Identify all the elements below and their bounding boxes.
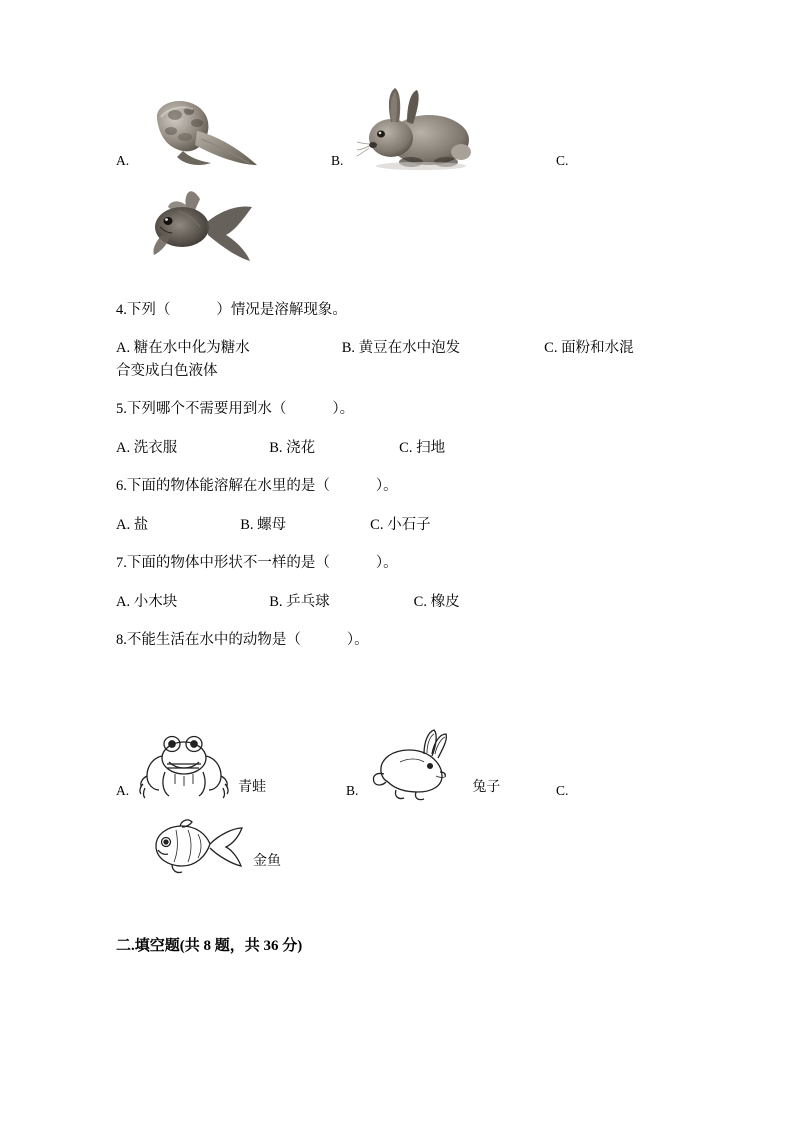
image-option-c-empty[interactable] [556, 154, 568, 174]
frog-caption: 青蛙 [238, 779, 267, 795]
goldfish-photo [142, 187, 257, 265]
q4-text-before: 下列（ [126, 302, 171, 318]
q4-number: 4. [116, 302, 127, 318]
image-options-row-1b [116, 187, 682, 265]
q7-text-before: 下面的物体中形状不一样的是（ [126, 555, 330, 572]
image-option-a-frog[interactable] [116, 726, 346, 804]
image-options-row-1 [116, 78, 682, 173]
q6-text-after: ）。 [375, 478, 398, 495]
q7-option-a[interactable]: A. 小木块 [116, 593, 178, 610]
q4-option-a[interactable]: A. 糖在水中化为糖水 [116, 340, 250, 357]
question-6-options [116, 514, 682, 536]
q7-option-b[interactable]: B. 乒乓球 [269, 593, 330, 610]
goldfish-caption: 金鱼 [253, 853, 281, 869]
option-letter-c: C. [556, 152, 569, 168]
image-option-c-empty-2[interactable] [556, 784, 568, 804]
q6-text-before: 下面的物体能溶解在水里的是（ [126, 478, 330, 495]
rabbit-line-drawing [366, 726, 466, 804]
q4-option-b[interactable]: B. 黄豆在水中泡发 [341, 340, 461, 357]
q8-number: 8. [116, 632, 127, 649]
option-letter-b-2: B. [346, 783, 359, 799]
image-option-b-rabbit-drawing[interactable] [346, 726, 556, 804]
q5-text-before: 下列哪个不需要用到水（ [126, 401, 287, 418]
conch-shell-photo [137, 95, 265, 173]
q5-option-a[interactable]: A. 洗衣服 [116, 439, 178, 456]
image-options-row-2b [116, 816, 682, 878]
q6-option-b[interactable]: B. 螺母 [240, 516, 287, 533]
image-option-a-shell[interactable] [116, 95, 331, 173]
q6-option-a[interactable]: A. 盐 [116, 516, 149, 533]
section-two-title: 二.填空题(共 8 题，共 36 分) [116, 937, 303, 954]
q5-text-after: ）。 [332, 401, 355, 418]
q7-number: 7. [116, 555, 127, 572]
question-5-stem [116, 398, 682, 420]
q8-text-after: ）。 [346, 632, 369, 649]
question-8-stem [116, 629, 682, 651]
q5-number: 5. [116, 401, 127, 418]
image-option-goldfish-drawing[interactable] [134, 816, 281, 878]
image-option-b-rabbit[interactable] [331, 78, 556, 173]
rabbit-photo [351, 78, 486, 173]
question-6-stem [116, 475, 682, 497]
q4-text-after: ）情况是溶解现象。 [216, 302, 347, 318]
question-7-options [116, 591, 682, 613]
q6-number: 6. [116, 478, 127, 495]
q4-option-c-cont: 合变成白色液体 [116, 362, 218, 379]
frog-line-drawing [137, 726, 232, 804]
q7-option-c[interactable]: C. 橡皮 [413, 593, 460, 610]
q7-text-after: ）。 [375, 555, 398, 572]
image-option-goldfish-photo[interactable] [134, 187, 257, 265]
goldfish-line-drawing [142, 816, 247, 878]
q6-option-c[interactable]: C. 小石子 [370, 516, 431, 533]
rabbit-caption: 兔子 [472, 779, 501, 795]
page-content [116, 78, 682, 955]
q4-option-c[interactable]: C. 面粉和水混 [544, 340, 634, 357]
question-7-stem [116, 552, 682, 574]
question-4-options [116, 337, 682, 382]
option-letter-a-2: A. [116, 783, 130, 799]
image-options-row-2 [116, 726, 682, 804]
q8-text-before: 不能生活在水中的动物是（ [126, 632, 301, 649]
question-4-stem [116, 299, 682, 321]
option-letter-c-2: C. [556, 783, 569, 799]
option-letter-a: A. [116, 152, 130, 168]
question-5-options [116, 437, 682, 459]
q5-option-c[interactable]: C. 扫地 [399, 439, 446, 456]
q5-option-b[interactable]: B. 浇花 [269, 439, 316, 456]
option-letter-b: B. [331, 152, 344, 168]
